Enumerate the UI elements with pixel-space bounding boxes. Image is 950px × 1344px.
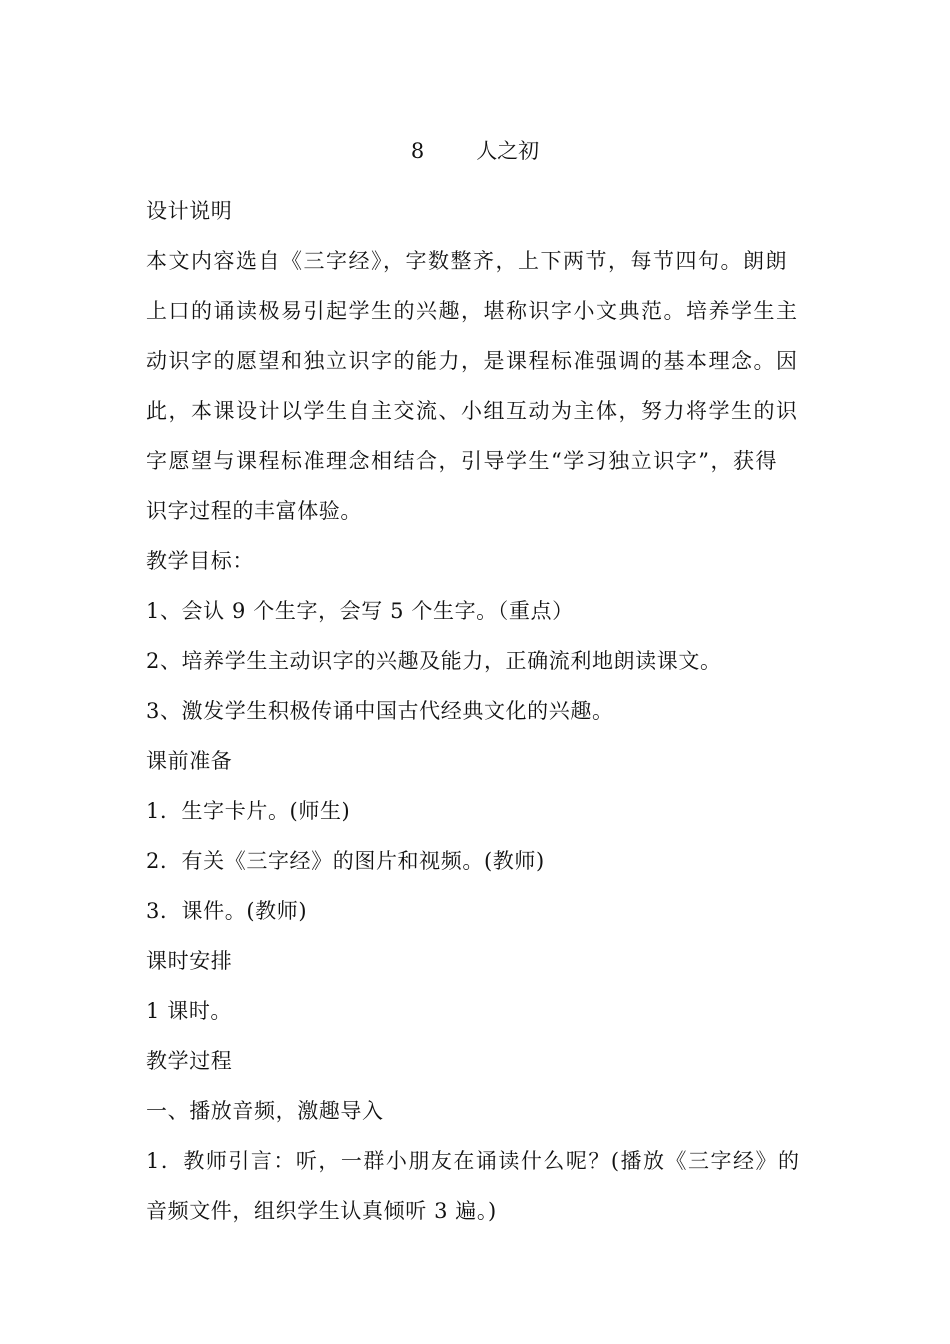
process-line-1: 1．教师引言：听，一群小朋友在诵读什么呢？(播放《三字经》的 — [146, 1149, 801, 1173]
document-body — [146, 186, 801, 1236]
schedule-heading: 课时安排 — [146, 949, 233, 973]
prep-item-3: 3．课件。(教师) — [146, 899, 308, 923]
goal-item-1: 1、会认 9 个生字，会写 5 个生字。（重点） — [146, 599, 574, 623]
prep-item-1: 1．生字卡片。(师生) — [146, 799, 351, 823]
process-heading: 教学过程 — [146, 1049, 233, 1073]
goals-heading: 教学目标： — [146, 549, 254, 573]
design-line-3: 动识字的愿望和独立识字的能力，是课程标准强调的基本理念。因 — [146, 349, 799, 373]
goal-item-3: 3、激发学生积极传诵中国古代经典文化的兴趣。 — [146, 699, 614, 723]
process-line-2: 音频文件，组织学生认真倾听 3 遍。) — [146, 1199, 497, 1223]
prep-heading: 课前准备 — [146, 749, 233, 773]
design-line-5: 字愿望与课程标准理念相结合，引导学生“学习独立识字”，获得 — [146, 449, 778, 473]
schedule-text: 1 课时。 — [146, 999, 233, 1023]
design-heading: 设计说明 — [146, 199, 233, 223]
prep-item-2: 2．有关《三字经》的图片和视频。(教师) — [146, 849, 545, 873]
design-line-6: 识字过程的丰富体验。 — [146, 499, 362, 523]
goal-item-2: 2、培养学生主动识字的兴趣及能力，正确流利地朗读课文。 — [146, 649, 722, 673]
design-line-2: 上口的诵读极易引起学生的兴趣，堪称识字小文典范。培养学生主 — [146, 299, 799, 323]
process-step-heading: 一、播放音频，激趣导入 — [146, 1099, 384, 1123]
lesson-title — [0, 136, 950, 166]
lesson-number: 8 — [410, 139, 425, 163]
lesson-name: 人之初 — [476, 139, 540, 163]
design-line-4: 此，本课设计以学生自主交流、小组互动为主体，努力将学生的识 — [146, 399, 799, 423]
design-line-1: 本文内容选自《三字经》，字数整齐，上下两节，每节四句。朗朗 — [146, 249, 788, 273]
